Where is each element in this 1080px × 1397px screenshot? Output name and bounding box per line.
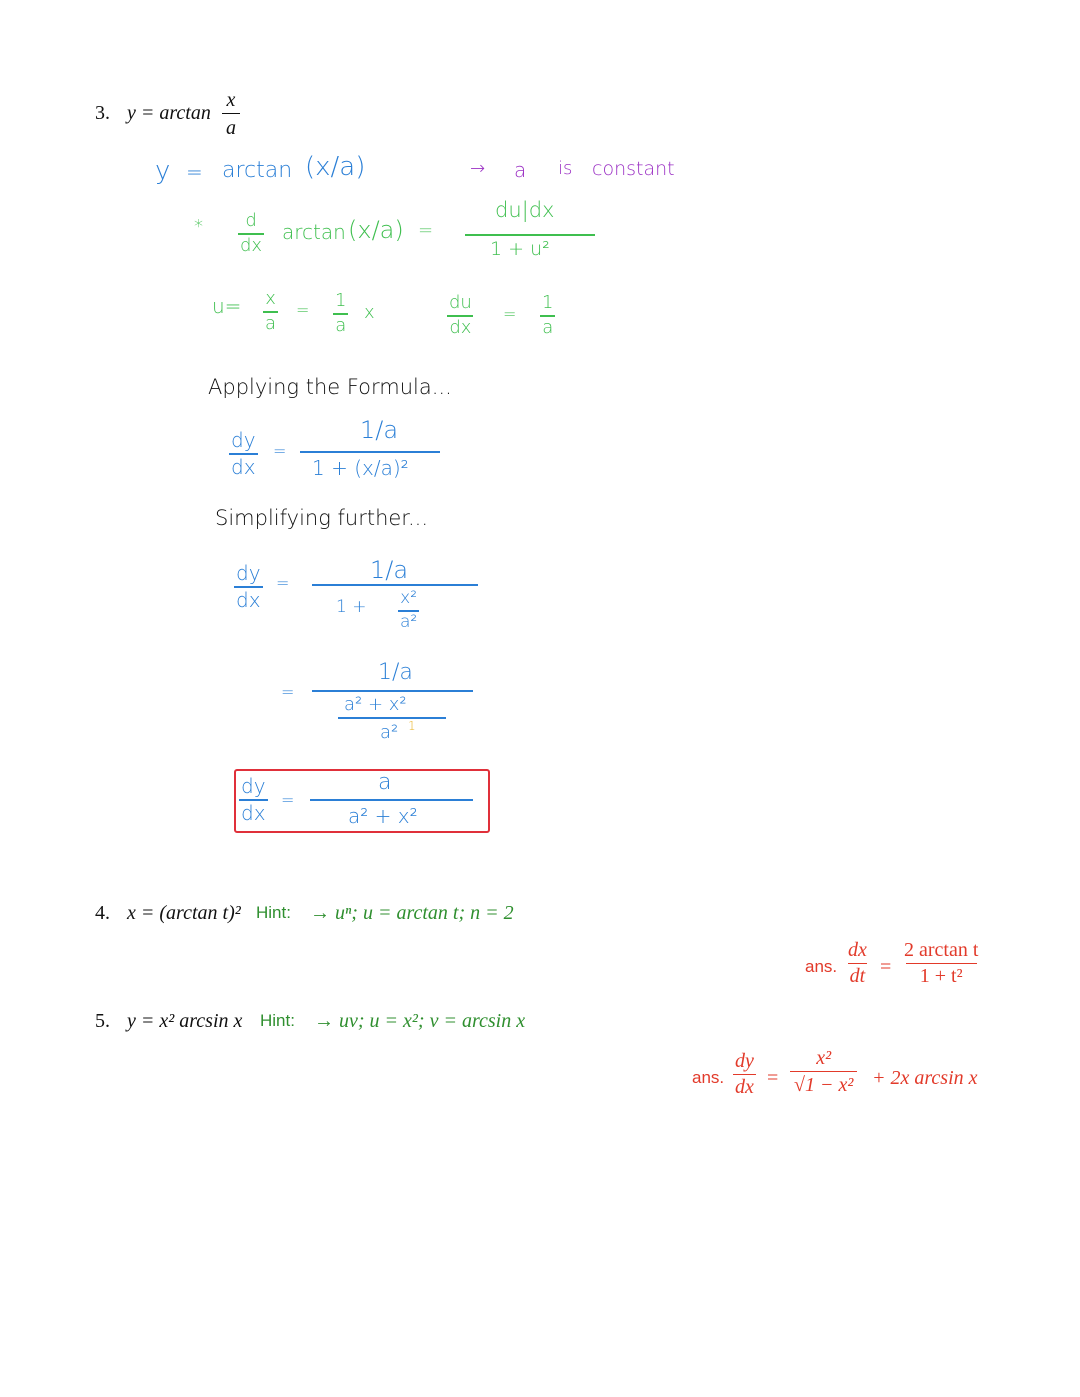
arrow-icon: →	[470, 158, 486, 179]
x-variable: x	[364, 302, 375, 323]
hw-y: y	[155, 156, 171, 186]
ans-numerator: 2 arctan t	[904, 939, 979, 961]
a-denominator: a	[335, 314, 347, 336]
line5-denominator: 1 + (x/a)²	[312, 456, 409, 480]
problem-5-expr: y = x² arcsin x	[127, 1010, 243, 1032]
ans-denominator: 1 + t²	[906, 963, 977, 987]
line8-cancel-mark: 1	[408, 719, 416, 733]
x-over-a	[263, 290, 278, 334]
dy-numerator: dy	[236, 561, 261, 585]
dy-numerator: dy	[735, 1050, 754, 1072]
dy-dx-result	[239, 776, 268, 824]
dy-numerator: dy	[241, 774, 266, 798]
dx-denominator: dx	[735, 1076, 754, 1098]
hw-equals-8: =	[281, 790, 295, 809]
note-a: a	[514, 158, 527, 182]
fraction-bar	[312, 584, 478, 586]
dy-dx-2	[234, 563, 263, 611]
dx-denominator: dx	[241, 801, 266, 825]
result-numerator: a	[378, 770, 392, 795]
dy-numerator: dy	[231, 428, 256, 452]
problem-4-ans-rhs	[902, 940, 980, 987]
x2-over-a2	[398, 590, 419, 632]
fraction-bar	[310, 799, 473, 801]
hw-equals-5: =	[273, 441, 287, 460]
hw-equals-6: =	[276, 573, 290, 592]
hw-equals-4: =	[503, 304, 517, 323]
hw-arctan-2: arctan	[282, 220, 346, 244]
problem-4-hint: → uⁿ; u = arctan t; n = 2	[310, 902, 514, 924]
problem-4-expr: x = (arctan t)²	[127, 902, 241, 924]
problem-4-hint-label: Hint:	[256, 903, 291, 922]
hw-equals-3: =	[296, 300, 310, 319]
line7-den-one: 1 +	[336, 597, 367, 617]
inner-fraction-bar	[338, 717, 446, 719]
problem-4-ans-label: ans.	[805, 957, 838, 976]
d-dx-operator	[238, 212, 264, 256]
problem-4-ans-equals: =	[880, 956, 892, 978]
line8-den-numerator: a² + x²	[344, 694, 407, 715]
problem-5-ans-rhs	[790, 1048, 857, 1096]
hw-arctan-arg-2: (x/a)	[348, 216, 404, 244]
line8-numerator: 1/a	[378, 660, 413, 685]
problem-5-ans-label: ans.	[692, 1068, 725, 1087]
line7-numerator: 1/a	[370, 556, 409, 584]
du-dx	[447, 294, 474, 338]
fraction-denominator: a	[222, 113, 240, 139]
fraction-numerator: x	[226, 89, 236, 111]
problem-4-ans-lhs	[846, 940, 869, 987]
applying-heading: Applying the Formula...	[208, 375, 452, 399]
dx-denominator: dx	[231, 455, 256, 479]
a2-denominator: a²	[400, 611, 418, 632]
line5-numerator: 1/a	[360, 416, 399, 444]
a-denominator: a	[265, 312, 277, 334]
one-over-a-2	[540, 294, 555, 338]
x-numerator: x	[265, 288, 276, 309]
one-over-a	[333, 292, 348, 336]
asterisk-icon: *	[194, 216, 203, 237]
fraction-bar	[300, 451, 440, 453]
ans-numerator: x²	[816, 1047, 832, 1069]
one-numerator: 1	[335, 290, 347, 311]
du-numerator: du	[449, 292, 472, 313]
hw-equals-2: =	[418, 220, 434, 241]
d-numerator: d	[245, 210, 257, 231]
formula-denominator: 1 + u²	[490, 238, 550, 260]
problem-5-ans-tail: + 2x arcsin x	[872, 1067, 978, 1089]
hw-arctan: arctan	[222, 158, 293, 183]
problem-5-number: 5.	[95, 1010, 110, 1032]
dx-numerator: dx	[848, 939, 867, 961]
hw-equals: =	[186, 160, 203, 184]
line8-den-denominator: a²	[380, 722, 399, 743]
problem-4-number: 4.	[95, 902, 110, 924]
problem-5-ans-equals: =	[767, 1067, 779, 1089]
dx-denominator: dx	[236, 588, 261, 612]
note-constant: constant	[592, 158, 675, 180]
one-numerator: 1	[542, 292, 554, 313]
hw-arctan-arg: (x/a)	[305, 152, 366, 182]
problem-3-lhs: y = arctan	[127, 102, 211, 124]
formula-numerator: du|dx	[495, 198, 555, 222]
dx-denominator: dx	[240, 234, 263, 256]
simplifying-heading: Simplifying further...	[215, 506, 429, 530]
problem-5-hint: → uv; u = x²; v = arcsin x	[314, 1010, 526, 1032]
fraction-bar	[465, 234, 595, 236]
hw-equals-7: =	[281, 682, 295, 701]
note-is: is	[558, 158, 573, 179]
dt-denominator: dt	[849, 965, 866, 987]
dx-denominator: dx	[449, 316, 472, 338]
dy-dx-1	[229, 430, 258, 478]
ans-denominator: √1 − x²	[790, 1071, 857, 1096]
u-label: u=	[212, 294, 242, 318]
problem-5-hint-label: Hint:	[260, 1011, 295, 1030]
problem-3-fraction	[222, 90, 240, 139]
a-denominator: a	[542, 316, 554, 338]
x2-numerator: x²	[400, 588, 418, 608]
problem-5-ans-lhs	[733, 1051, 756, 1098]
result-denominator: a² + x²	[348, 804, 418, 828]
problem-3-number: 3.	[95, 102, 110, 124]
fraction-bar	[312, 690, 473, 692]
